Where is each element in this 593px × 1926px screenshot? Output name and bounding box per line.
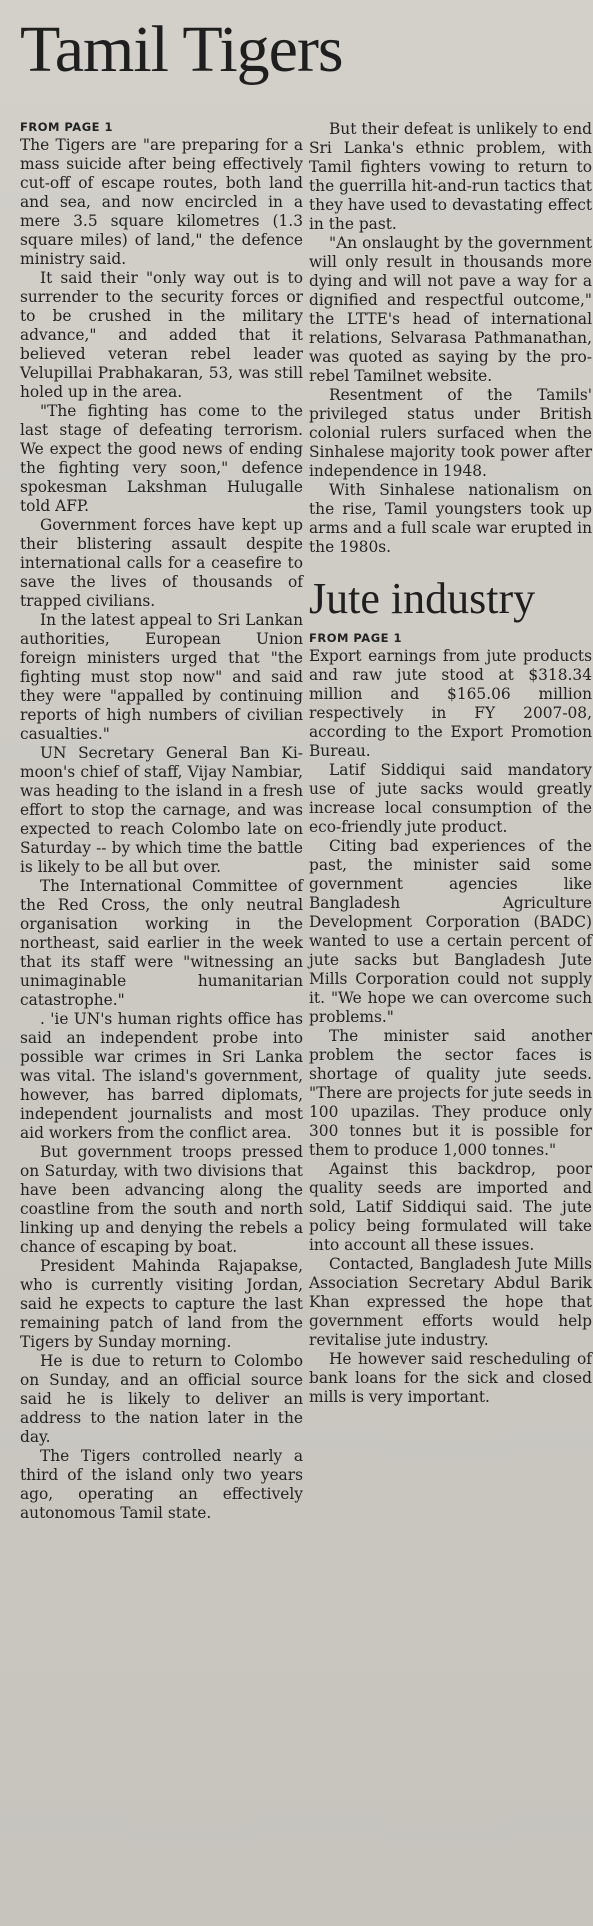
article2-paragraph: The minister said another problem the sector faces is shortage of quality jute seeds. "There are projects for jute seeds in 100 upazilas. They produce only 300 tonnes but it is possible for them to produce 1,000 tonnes." [309,1027,592,1159]
column-left [20,120,303,1523]
article1-paragraph: But government troops pressed on Saturday, with two divisions that have been advancing along the coastline from the south and north linking up and denying the rebels a chance of escaping by boat. [20,1143,303,1256]
article2-paragraph: He however said rescheduling of bank loans for the sick and closed mills is very important. [309,1350,592,1406]
article2-paragraph: Against this backdrop, poor quality seeds are imported and sold, Latif Siddiqui said. The jute policy being formulated will take into account all these issues. [309,1160,592,1254]
article1-paragraph: He is due to return to Colombo on Sunday, and an official source said he is likely to deliver an address to the nation later in the day. [20,1352,303,1446]
column-right [309,120,592,1407]
kicker-jute-industry: FROM PAGE 1 [309,631,403,645]
article1-paragraph: "The fighting has come to the last stage of defeating terrorism. We expect the good news of ending the fighting very soon," defence spokesman Lakshman Hulugalle told AFP. [20,402,303,515]
article1-paragraph: "An onslaught by the government will only result in thousands more dying and will not pave a way for a dignified and respectful outcome," the LTTE's head of international relations, Selvarasa Pathmanathan, was quoted as saying by the pro-rebel Tamilnet website. [309,234,592,385]
article1-paragraph: With Sinhalese nationalism on the rise, Tamil youngsters took up arms and a full scale war erupted in the 1980s. [309,481,592,556]
kicker-tamil-tigers: FROM PAGE 1 [20,120,114,134]
article1-paragraph: Resentment of the Tamils' privileged status under British colonial rulers surfaced when the Sinhalese majority took power after independence in 1948. [309,386,592,480]
article1-paragraph: President Mahinda Rajapakse, who is currently visiting Jordan, said he expects to capture the last remaining patch of land from the Tigers by Sunday morning. [20,1257,303,1351]
headline-tamil-tigers: Tamil Tigers [20,13,343,86]
article2-paragraph: Contacted, Bangladesh Jute Mills Association Secretary Abdul Barik Khan expressed the hope that government efforts would help revitalise jute industry. [309,1255,592,1349]
article2-paragraph: Latif Siddiqui said mandatory use of jute sacks would greatly increase local consumption of the eco-friendly jute product. [309,761,592,836]
article2-paragraph: Export earnings from jute products and raw jute stood at $318.34 million and $165.06 million respectively in FY 2007-08, according to the Export Promotion Bureau. [309,647,592,760]
article2-paragraph: Citing bad experiences of the past, the minister said some government agencies like Bangladesh Agriculture Development Corporation (BADC) wanted to use a certain percent of jute sacks but Bangladesh Jute Mills Corporation could not supply it. "We hope we can overcome such problems." [309,837,592,1026]
article1-paragraph: Government forces have kept up their blistering assault despite international calls for a ceasefire to save the lives of thousands of trapped civilians. [20,516,303,610]
article1-paragraph: It said their "only way out is to surrender to the security forces or to be crushed in the military advance," and added that it believed veteran rebel leader Velupillai Prabhakaran, 53, was still holed up in the area. [20,269,303,401]
article1-paragraph: In the latest appeal to Sri Lankan authorities, European Union foreign ministers urged that "the fighting must stop now" and said they were "appalled by continuing reports of high numbers of civilian casualties." [20,611,303,743]
headline-jute-industry: Jute industry [309,574,536,623]
article1-paragraph: But their defeat is unlikely to end Sri Lanka's ethnic problem, with Tamil fighters vowing to return to the guerrilla hit-and-run tactics that they have used to devastating effect in the past. [309,120,592,233]
article1-paragraph: The Tigers are "are preparing for a mass suicide after being effectively cut-off of escape routes, both land and sea, and now encircled in a mere 3.5 square kilometres (1.3 square miles) of land," the defence ministry said. [20,136,303,268]
article1-paragraph: . 'ie UN's human rights office has said an independent probe into possible war crimes in Sri Lanka was vital. The island's government, however, has barred diplomats, independent journalists and most aid workers from the conflict area. [20,1010,303,1142]
article1-paragraph: The International Committee of the Red Cross, the only neutral organisation working in the northeast, said earlier in the week that its staff were "witnessing an unimaginable humanitarian catastrophe." [20,877,303,1009]
article1-paragraph: UN Secretary General Ban Ki-moon's chief of staff, Vijay Nambiar, was heading to the island in a fresh effort to stop the carnage, and was expected to reach Colombo late on Saturday -- by which time the battle is likely to be all but over. [20,744,303,876]
article1-paragraph: The Tigers controlled nearly a third of the island only two years ago, operating an effectively autonomous Tamil state. [20,1447,303,1522]
